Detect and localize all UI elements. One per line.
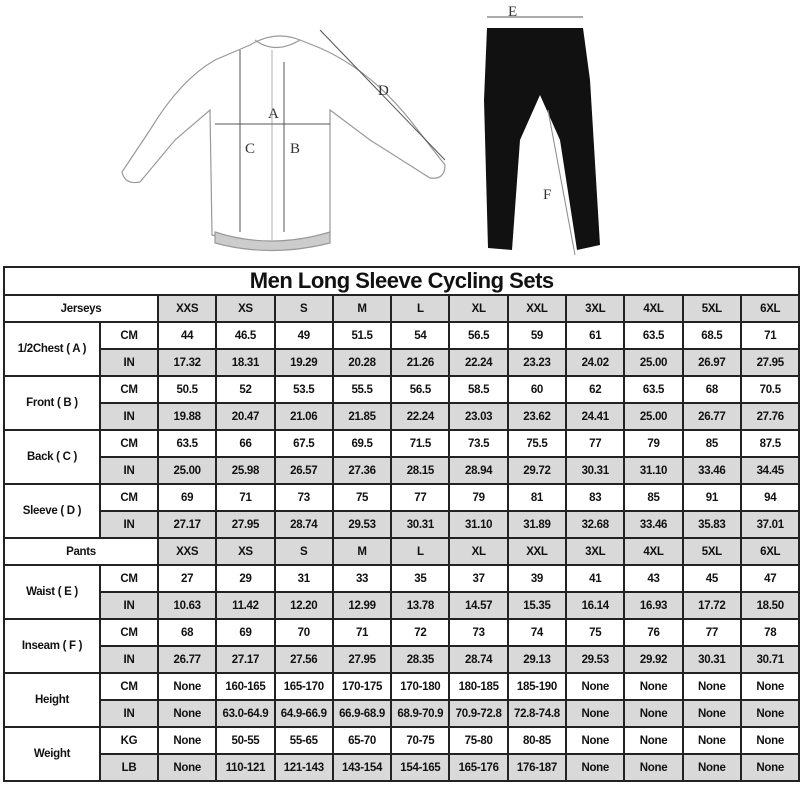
value-cell: 65-70 (333, 727, 391, 754)
size-header: XS (216, 538, 274, 565)
value-cell: 143-154 (333, 754, 391, 781)
size-header: 3XL (566, 295, 624, 322)
value-cell: 185-190 (508, 673, 566, 700)
value-cell: 35.83 (683, 511, 741, 538)
value-cell: 31.10 (449, 511, 507, 538)
value-cell: None (566, 673, 624, 700)
value-cell: 19.29 (275, 349, 333, 376)
value-cell: 68 (683, 376, 741, 403)
value-cell: 30.71 (741, 646, 799, 673)
value-cell: 70.9-72.8 (449, 700, 507, 727)
table-row (4, 349, 799, 376)
value-cell: 70.5 (741, 376, 799, 403)
value-cell: 87.5 (741, 430, 799, 457)
value-cell: 160-165 (216, 673, 274, 700)
value-cell: 80-85 (508, 727, 566, 754)
value-cell: 63.5 (624, 322, 682, 349)
size-header: 5XL (683, 538, 741, 565)
value-cell: None (741, 673, 799, 700)
value-cell: 61 (566, 322, 624, 349)
value-cell: 70 (275, 619, 333, 646)
table-row (4, 511, 799, 538)
unit-label: CM (100, 619, 158, 646)
size-header: XXL (508, 295, 566, 322)
value-cell: 26.77 (683, 403, 741, 430)
value-cell: 31.89 (508, 511, 566, 538)
unit-label: IN (100, 349, 158, 376)
value-cell: 165-170 (275, 673, 333, 700)
value-cell: 70-75 (391, 727, 449, 754)
table-row (4, 457, 799, 484)
label-d: D (378, 83, 389, 99)
measurement-label: Inseam ( F ) (4, 619, 100, 673)
value-cell: 26.97 (683, 349, 741, 376)
value-cell: 33 (333, 565, 391, 592)
value-cell: None (741, 754, 799, 781)
unit-label: LB (100, 754, 158, 781)
value-cell: None (158, 754, 216, 781)
value-cell: 77 (391, 484, 449, 511)
value-cell: 79 (449, 484, 507, 511)
value-cell: 15.35 (508, 592, 566, 619)
value-cell: None (683, 754, 741, 781)
value-cell: 27.36 (333, 457, 391, 484)
value-cell: 94 (741, 484, 799, 511)
unit-label: CM (100, 430, 158, 457)
value-cell: 27 (158, 565, 216, 592)
size-header: XXL (508, 538, 566, 565)
value-cell: 56.5 (391, 376, 449, 403)
value-cell: 30.31 (683, 646, 741, 673)
value-cell: 69 (158, 484, 216, 511)
value-cell: 75 (566, 619, 624, 646)
value-cell: 24.41 (566, 403, 624, 430)
value-cell: 12.20 (275, 592, 333, 619)
value-cell: 56.5 (449, 322, 507, 349)
value-cell: 180-185 (449, 673, 507, 700)
value-cell: 165-176 (449, 754, 507, 781)
value-cell: 68.5 (683, 322, 741, 349)
value-cell: 71 (741, 322, 799, 349)
table-row (4, 322, 799, 349)
title-row (4, 267, 799, 295)
value-cell: None (158, 727, 216, 754)
value-cell: 72 (391, 619, 449, 646)
value-cell: 85 (624, 484, 682, 511)
measurement-label: 1/2Chest ( A ) (4, 322, 100, 376)
value-cell: 14.57 (449, 592, 507, 619)
measurement-label: Height (4, 673, 100, 727)
unit-label: IN (100, 511, 158, 538)
measurement-label: Sleeve ( D ) (4, 484, 100, 538)
value-cell: 67.5 (275, 430, 333, 457)
label-b: B (290, 141, 301, 157)
size-header: XL (449, 295, 507, 322)
section-header-row (4, 295, 799, 322)
value-cell: 77 (566, 430, 624, 457)
value-cell: 170-175 (333, 673, 391, 700)
size-header: M (333, 295, 391, 322)
garment-illustration (0, 0, 801, 262)
label-e: E (508, 4, 518, 20)
measurement-label: Front ( B ) (4, 376, 100, 430)
table-row (4, 727, 799, 754)
value-cell: 73 (275, 484, 333, 511)
value-cell: 28.15 (391, 457, 449, 484)
size-header: XS (216, 295, 274, 322)
value-cell: 54 (391, 322, 449, 349)
size-header: S (275, 295, 333, 322)
value-cell: 27.56 (275, 646, 333, 673)
value-cell: 29.92 (624, 646, 682, 673)
value-cell: 26.57 (275, 457, 333, 484)
value-cell: 21.85 (333, 403, 391, 430)
unit-label: CM (100, 322, 158, 349)
value-cell: 66.9-68.9 (333, 700, 391, 727)
value-cell: 53.5 (275, 376, 333, 403)
value-cell: 28.94 (449, 457, 507, 484)
value-cell: 91 (683, 484, 741, 511)
value-cell: 27.95 (216, 511, 274, 538)
value-cell: 68.9-70.9 (391, 700, 449, 727)
table-row (4, 376, 799, 403)
size-header: 5XL (683, 295, 741, 322)
size-header: 3XL (566, 538, 624, 565)
value-cell: 47 (741, 565, 799, 592)
value-cell: 75 (333, 484, 391, 511)
value-cell: None (624, 673, 682, 700)
value-cell: 37 (449, 565, 507, 592)
size-header: XXS (158, 295, 216, 322)
value-cell: 63.0-64.9 (216, 700, 274, 727)
value-cell: 39 (508, 565, 566, 592)
table-row (4, 646, 799, 673)
value-cell: 31 (275, 565, 333, 592)
value-cell: 66 (216, 430, 274, 457)
unit-label: IN (100, 457, 158, 484)
unit-label: CM (100, 484, 158, 511)
size-header: 6XL (741, 295, 799, 322)
value-cell: 37.01 (741, 511, 799, 538)
table-row (4, 673, 799, 700)
value-cell: 154-165 (391, 754, 449, 781)
value-cell: None (624, 727, 682, 754)
value-cell: 72.8-74.8 (508, 700, 566, 727)
table-row (4, 565, 799, 592)
value-cell: 85 (683, 430, 741, 457)
value-cell: None (158, 700, 216, 727)
value-cell: 27.95 (333, 646, 391, 673)
value-cell: 50.5 (158, 376, 216, 403)
value-cell: 25.00 (158, 457, 216, 484)
value-cell: 46.5 (216, 322, 274, 349)
unit-label: IN (100, 700, 158, 727)
value-cell: 33.46 (624, 511, 682, 538)
value-cell: None (566, 700, 624, 727)
label-c: C (245, 141, 256, 157)
value-cell: 12.99 (333, 592, 391, 619)
value-cell: None (683, 700, 741, 727)
value-cell: 45 (683, 565, 741, 592)
value-cell: 78 (741, 619, 799, 646)
value-cell: 28.74 (275, 511, 333, 538)
value-cell: 74 (508, 619, 566, 646)
unit-label: KG (100, 727, 158, 754)
value-cell: 63.5 (158, 430, 216, 457)
pants-drawing (484, 17, 600, 255)
value-cell: 75.5 (508, 430, 566, 457)
section-header: Jerseys (4, 295, 158, 322)
value-cell: 20.47 (216, 403, 274, 430)
value-cell: 62 (566, 376, 624, 403)
value-cell: 24.02 (566, 349, 624, 376)
value-cell: 23.23 (508, 349, 566, 376)
value-cell: 29 (216, 565, 274, 592)
value-cell: None (741, 700, 799, 727)
value-cell: 44 (158, 322, 216, 349)
value-cell: 32.68 (566, 511, 624, 538)
value-cell: 51.5 (333, 322, 391, 349)
value-cell: 60 (508, 376, 566, 403)
value-cell: 27.17 (158, 511, 216, 538)
table-row (4, 430, 799, 457)
value-cell: 79 (624, 430, 682, 457)
measurement-label: Waist ( E ) (4, 565, 100, 619)
value-cell: 29.53 (566, 646, 624, 673)
value-cell: None (683, 727, 741, 754)
value-cell: 71.5 (391, 430, 449, 457)
value-cell: 27.95 (741, 349, 799, 376)
value-cell: 21.26 (391, 349, 449, 376)
value-cell: 23.03 (449, 403, 507, 430)
value-cell: 77 (683, 619, 741, 646)
value-cell: 17.72 (683, 592, 741, 619)
table-row (4, 754, 799, 781)
value-cell: 35 (391, 565, 449, 592)
unit-label: CM (100, 565, 158, 592)
size-header: 6XL (741, 538, 799, 565)
value-cell: 43 (624, 565, 682, 592)
value-cell: 28.74 (449, 646, 507, 673)
size-header: S (275, 538, 333, 565)
value-cell: 28.35 (391, 646, 449, 673)
unit-label: IN (100, 646, 158, 673)
value-cell: 10.63 (158, 592, 216, 619)
value-cell: 23.62 (508, 403, 566, 430)
value-cell: 30.31 (566, 457, 624, 484)
value-cell: 20.28 (333, 349, 391, 376)
value-cell: 76 (624, 619, 682, 646)
table-title: Men Long Sleeve Cycling Sets (4, 267, 799, 295)
value-cell: None (566, 754, 624, 781)
value-cell: 34.45 (741, 457, 799, 484)
value-cell: 50-55 (216, 727, 274, 754)
value-cell: 16.93 (624, 592, 682, 619)
size-header: L (391, 538, 449, 565)
value-cell: None (624, 754, 682, 781)
value-cell: 121-143 (275, 754, 333, 781)
label-a: A (268, 106, 279, 122)
value-cell: 68 (158, 619, 216, 646)
value-cell: 55-65 (275, 727, 333, 754)
value-cell: 83 (566, 484, 624, 511)
value-cell: 21.06 (275, 403, 333, 430)
unit-label: CM (100, 673, 158, 700)
value-cell: 63.5 (624, 376, 682, 403)
value-cell: None (741, 727, 799, 754)
value-cell: 19.88 (158, 403, 216, 430)
value-cell: 29.72 (508, 457, 566, 484)
measurement-label: Back ( C ) (4, 430, 100, 484)
value-cell: 176-187 (508, 754, 566, 781)
value-cell: 31.10 (624, 457, 682, 484)
value-cell: 58.5 (449, 376, 507, 403)
size-header: 4XL (624, 295, 682, 322)
value-cell: 170-180 (391, 673, 449, 700)
value-cell: 22.24 (391, 403, 449, 430)
value-cell: 13.78 (391, 592, 449, 619)
section-header: Pants (4, 538, 158, 565)
value-cell: 29.13 (508, 646, 566, 673)
value-cell: 81 (508, 484, 566, 511)
size-header: XL (449, 538, 507, 565)
value-cell: 73.5 (449, 430, 507, 457)
value-cell: 25.00 (624, 403, 682, 430)
value-cell: 26.77 (158, 646, 216, 673)
table-row (4, 592, 799, 619)
value-cell: 16.14 (566, 592, 624, 619)
table-row (4, 403, 799, 430)
value-cell: 27.76 (741, 403, 799, 430)
section-header-row (4, 538, 799, 565)
value-cell: 52 (216, 376, 274, 403)
value-cell: 17.32 (158, 349, 216, 376)
value-cell: 110-121 (216, 754, 274, 781)
value-cell: 55.5 (333, 376, 391, 403)
value-cell: 41 (566, 565, 624, 592)
value-cell: None (624, 700, 682, 727)
size-chart-table (3, 266, 800, 782)
value-cell: 27.17 (216, 646, 274, 673)
unit-label: CM (100, 376, 158, 403)
value-cell: 22.24 (449, 349, 507, 376)
value-cell: 25.00 (624, 349, 682, 376)
size-header: XXS (158, 538, 216, 565)
value-cell: 33.46 (683, 457, 741, 484)
value-cell: 18.50 (741, 592, 799, 619)
value-cell: 73 (449, 619, 507, 646)
unit-label: IN (100, 403, 158, 430)
value-cell: 30.31 (391, 511, 449, 538)
value-cell: None (683, 673, 741, 700)
value-cell: 25.98 (216, 457, 274, 484)
table-row (4, 619, 799, 646)
label-f: F (543, 187, 552, 203)
table-row (4, 700, 799, 727)
unit-label: IN (100, 592, 158, 619)
value-cell: 69 (216, 619, 274, 646)
value-cell: 59 (508, 322, 566, 349)
value-cell: 71 (216, 484, 274, 511)
value-cell: 75-80 (449, 727, 507, 754)
value-cell: 11.42 (216, 592, 274, 619)
size-header: M (333, 538, 391, 565)
table-row (4, 484, 799, 511)
value-cell: 18.31 (216, 349, 274, 376)
value-cell: None (566, 727, 624, 754)
size-header: 4XL (624, 538, 682, 565)
value-cell: 49 (275, 322, 333, 349)
value-cell: None (158, 673, 216, 700)
value-cell: 71 (333, 619, 391, 646)
measurement-label: Weight (4, 727, 100, 781)
value-cell: 64.9-66.9 (275, 700, 333, 727)
size-header: L (391, 295, 449, 322)
value-cell: 69.5 (333, 430, 391, 457)
value-cell: 29.53 (333, 511, 391, 538)
